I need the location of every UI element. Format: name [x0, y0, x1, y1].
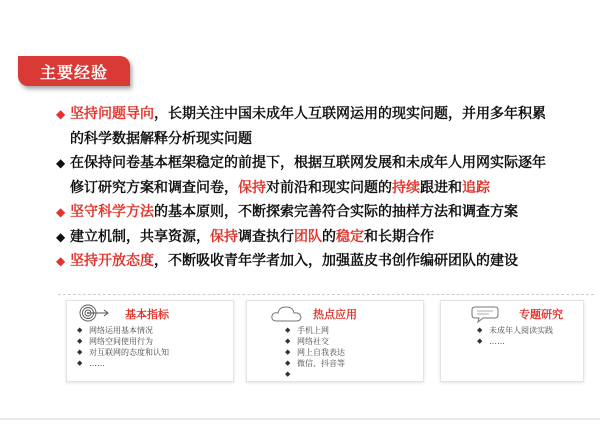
- list-item: ◆ 网上自我表达: [285, 348, 345, 357]
- highlight-text: 保持: [238, 179, 266, 196]
- target-icon: [77, 304, 113, 322]
- body-text: 调查执行: [238, 228, 294, 245]
- diamond-bullet-icon: ◆: [77, 359, 83, 367]
- cloud-icon: [269, 304, 309, 324]
- bullet-item: [56, 200, 592, 225]
- body-text: 的: [322, 228, 336, 245]
- diamond-bullet-icon: ◆: [285, 348, 291, 356]
- panel-item-list: [477, 325, 553, 347]
- diamond-bullet-icon: ◆: [56, 229, 66, 244]
- diamond-bullet-icon: ◆: [77, 348, 83, 356]
- list-item: ◆ 微信、抖音等: [285, 359, 345, 368]
- bullet-text: [70, 225, 592, 250]
- body-text: 在保持问卷基本框架稳定的前提下，根据互联网发展和未成年人用网实际逐年: [70, 155, 546, 171]
- panel-title: 基本指标: [125, 308, 169, 321]
- bullet-line: [70, 102, 592, 127]
- divider: [58, 294, 594, 295]
- bullet-line: [70, 151, 592, 176]
- highlight-text: 坚守科学方法: [70, 204, 154, 220]
- panel-special-research: [440, 300, 584, 382]
- highlight-text: 保持: [210, 228, 238, 245]
- panel-title: 热点应用: [313, 308, 357, 321]
- body-text: 的科学数据解释分析现实问题: [70, 130, 252, 147]
- diamond-bullet-icon: ◆: [477, 337, 483, 345]
- list-item: ◆ ……: [77, 359, 105, 368]
- panel-basic-indicators: [66, 300, 234, 382]
- bullet-line: [70, 176, 592, 201]
- bullet-text: [70, 200, 592, 225]
- bullet-item: [56, 249, 592, 274]
- body-text: 对前沿和现实问题的: [266, 179, 392, 196]
- list-item: ◆ 网络空间使用行为: [77, 337, 153, 346]
- list-item: ◆ 对互联网的态度和认知: [77, 348, 169, 357]
- panel-title: 专题研究: [519, 308, 563, 321]
- diamond-bullet-icon: ◆: [285, 370, 291, 378]
- highlight-text: 稳定: [336, 228, 364, 245]
- bullet-text: [70, 102, 592, 151]
- highlight-text: 坚持问题导向: [70, 106, 154, 122]
- bullet-text: [70, 249, 592, 274]
- panel-item-list: [285, 325, 345, 380]
- highlight-text: 持续: [392, 179, 420, 196]
- body-text: ，长期关注中国未成年人互联网运用的现实问题，并用多年积累: [154, 106, 546, 122]
- body-text: ，不断吸收青年学者加入，加强蓝皮书创作编研团队的建设: [154, 253, 518, 269]
- body-text: 修订研究方案和调查问卷，: [70, 179, 238, 196]
- bullet-line: [70, 200, 592, 225]
- diamond-bullet-icon: ◆: [56, 156, 66, 170]
- diamond-bullet-icon: ◆: [477, 326, 483, 334]
- panel-item-list: [77, 325, 169, 369]
- panel-hot-applications: [246, 300, 424, 382]
- bullet-line: [70, 249, 592, 274]
- diamond-bullet-icon: ◆: [56, 254, 66, 268]
- list-item: ◆ 网络社交: [285, 337, 329, 346]
- experience-bullet-list: [56, 102, 592, 274]
- bullet-text: [70, 151, 592, 200]
- list-item: ◆ 未成年人阅读实践: [477, 326, 553, 335]
- body-text: 建立机制，共享资源，: [70, 228, 210, 245]
- body-text: 跟进和: [420, 179, 462, 196]
- bullet-item: [56, 151, 592, 200]
- list-item: ◆ ……: [477, 337, 505, 346]
- diamond-bullet-icon: ◆: [77, 337, 83, 345]
- body-text: 的基本原则，不断探索完善符合实际的抽样方法和调查方案: [154, 204, 518, 220]
- chat-bubble-icon: [471, 304, 511, 324]
- highlight-text: 追踪: [462, 179, 490, 196]
- bullet-item: [56, 102, 592, 151]
- bullet-item: [56, 225, 592, 250]
- diamond-bullet-icon: ◆: [285, 326, 291, 334]
- diamond-bullet-icon: ◆: [77, 326, 83, 334]
- diamond-bullet-icon: ◆: [285, 337, 291, 345]
- diamond-bullet-icon: ◆: [285, 359, 291, 367]
- section-title: 主要经验: [39, 62, 108, 82]
- highlight-text: 坚持开放态度: [70, 253, 154, 269]
- list-item: ◆ 网络运用基本情况: [77, 326, 153, 335]
- list-item: [285, 369, 345, 380]
- diamond-bullet-icon: ◆: [56, 205, 66, 219]
- diamond-bullet-icon: ◆: [56, 107, 66, 121]
- bullet-line: [70, 127, 592, 152]
- bullet-line: [70, 225, 592, 250]
- body-text: 和长期合作: [364, 228, 434, 245]
- section-title-bar: [18, 56, 130, 86]
- list-item: ◆ 手机上网: [285, 326, 329, 335]
- highlight-text: 团队: [294, 228, 322, 245]
- footer-rule: [0, 418, 600, 420]
